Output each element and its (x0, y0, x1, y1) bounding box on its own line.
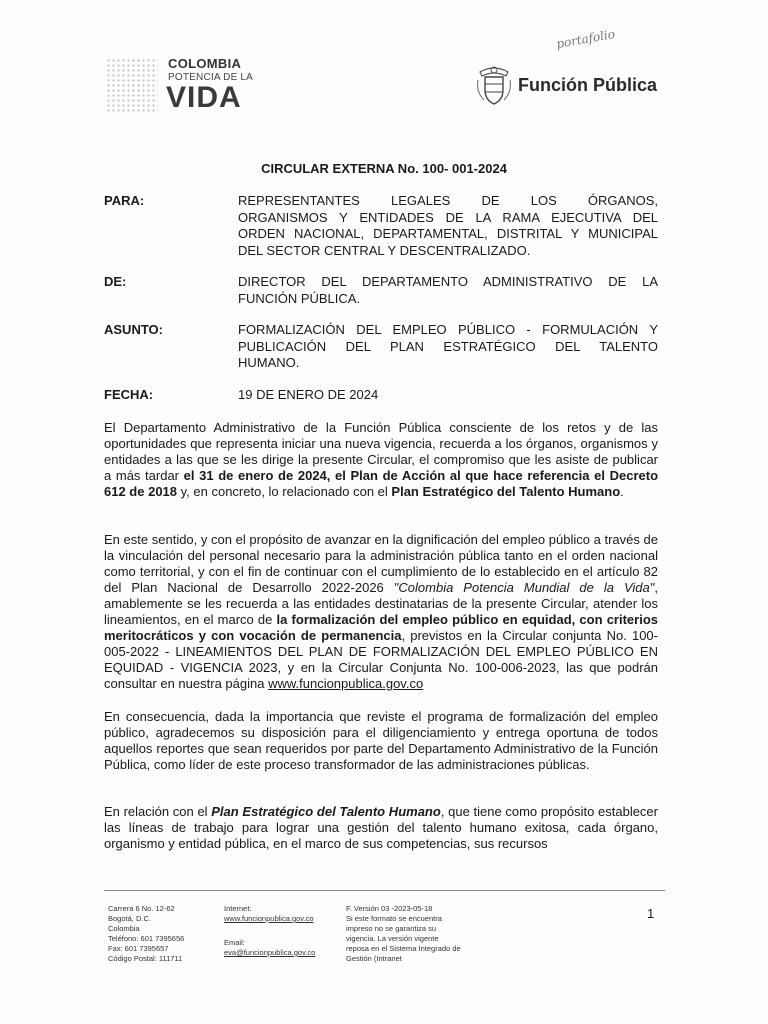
asunto-label: ASUNTO: (104, 322, 163, 337)
footer-email-link[interactable]: eva@funcionpublica.gov.co (224, 948, 316, 957)
paragraph-4 (104, 804, 658, 852)
handwritten-note: portafolio (555, 26, 616, 52)
asunto-line: HUMANO. (238, 355, 300, 370)
paragraph-3: En consecuencia, dada la importancia que reviste el programa de formalización del empleo público, agradecemos su disposición para el diligenciamiento y entrega oportuna de todos aquellos reportes que sean requeridos por parte del Departamento Administrativo de la Función Pública, como líder de este proceso transformador de las administraciones públicas. (104, 709, 658, 772)
text: y, en concreto, lo relacionado con el (177, 484, 392, 499)
page-number: 1 (647, 906, 655, 921)
de-line: FUNCIÓN PÚBLICA. (238, 290, 361, 306)
asunto-line: PUBLICACIÓN DEL PLAN ESTRATÉGICO DEL TALENTO (238, 338, 658, 354)
funcion-publica-name: Función Pública (518, 75, 658, 95)
italic-text: "Colombia Potencia Mundial de la Vida" (393, 580, 655, 595)
de-value (238, 274, 658, 307)
de-label: DE: (104, 274, 127, 289)
text: El Departamento Administrativo de la Función Pública consciente de los retos y de las oportunidades que representa iniciar una nueva vigencia, recuerda a los órganos, organismos y entidades a las que se les dirige la presente Circular, el compromiso que les asiste de publicar a más tardar (104, 420, 658, 483)
de-line: DIRECTOR DEL DEPARTAMENTO ADMINISTRATIVO DE LA (238, 274, 658, 289)
dotted-map-icon (106, 58, 158, 112)
logo-line-2: POTENCIA DE LA (168, 72, 254, 83)
para-label: PARA: (104, 193, 145, 208)
footer-internet-label: Internet: (224, 904, 252, 913)
colombia-potencia-vida-logo (106, 56, 266, 116)
asunto-line: FORMALIZACIÓN DEL EMPLEO PÚBLICO - FORMULACIÓN Y (238, 322, 658, 337)
footer-address: Carrera 6 No. 12-62 Bogotá, D.C. Colombia Teléfono: 601 7395656 Fax: 601 7395657 Código Postal: 111711 (108, 904, 185, 963)
footer-internet-link[interactable]: www.funcionpublica.gov.co (224, 914, 314, 923)
bold-text: el 31 de enero de 2024, el Plan de Acción al que hace referencia el Decreto 612 de 2018 (104, 468, 659, 499)
funcion-publica-logo (474, 62, 674, 108)
website-link[interactable]: www.funcionpublica.gov.co (268, 676, 424, 691)
para-line: ORGANISMOS Y ENTIDADES DE LA RAMA EJECUTIVA DEL (238, 209, 658, 225)
text: En este sentido, y con el propósito de avanzar en la dignificación del empleo público a través de la vinculación del personal necesario para la administración pública tanto en el orden nacional como territorial, y con el fin de continuar con el cumplimiento de lo establecido en el artículo 82 del Plan Nacional de Desarrollo 2022-2026 (104, 532, 658, 595)
para-value (238, 193, 658, 259)
text: , amablemente se les recuerda a las entidades destinatarias de la presente Circular, atender los lineamientos, en el marco de (104, 580, 658, 627)
fecha-label: FECHA: (104, 387, 154, 402)
text: , previstos en la Circular conjunta No. 100-005-2022 - LINEAMIENTOS DEL PLAN DE FORMALIZACIÓN DEL EMPLEO PÚBLICO EN EQUIDAD - VIGENCIA 2023, y en la Circular Conjunta No. 100-006-2023, las que podrán consultar en nuestra página (104, 628, 658, 691)
para-line: ORDEN NACIONAL, DEPARTAMENTAL, DISTRITAL Y MUNICIPAL (238, 226, 658, 241)
text: En relación con el (104, 804, 212, 819)
asunto-value (238, 322, 658, 372)
text: . (620, 484, 624, 499)
logo-line-1: COLOMBIA (168, 56, 242, 71)
paragraph-2 (104, 532, 658, 692)
bold-italic-text: Plan Estratégico del Talento Humano (211, 804, 441, 819)
paragraph-1 (104, 420, 658, 500)
coat-of-arms-icon (474, 62, 514, 108)
fecha-value: 19 DE ENERO DE 2024 (238, 387, 379, 402)
footer-email-label: Email: (224, 938, 245, 947)
text: , que tiene como propósito establecer las líneas de trabajo para lograr una gestión del talento humano exitosa, cada órgano, organismo y entidad pública, en el marco de sus competencias, sus recursos (104, 804, 658, 851)
logo-line-3: VIDA (166, 81, 242, 114)
bold-text: Plan Estratégico del Talento Humano (391, 484, 621, 499)
para-line: DEL SECTOR CENTRAL Y DESCENTRALIZADO. (238, 242, 531, 258)
bold-text: la formalización del empleo público en equidad, con criterios meritocráticos y con vocación de permanencia (104, 612, 658, 643)
footer-divider (104, 890, 665, 891)
footer-version: F. Versión 03 -2023-05-18 Si este formato se encuentra impreso no se garantiza su vigencia. La versión vigente reposa en el Sistema Integrado de Gestión (Intranet (346, 904, 461, 963)
circular-title: CIRCULAR EXTERNA No. 100- 001-2024 (261, 161, 507, 176)
para-line: REPRESENTANTES LEGALES DE LOS ÓRGANOS, (238, 193, 658, 208)
